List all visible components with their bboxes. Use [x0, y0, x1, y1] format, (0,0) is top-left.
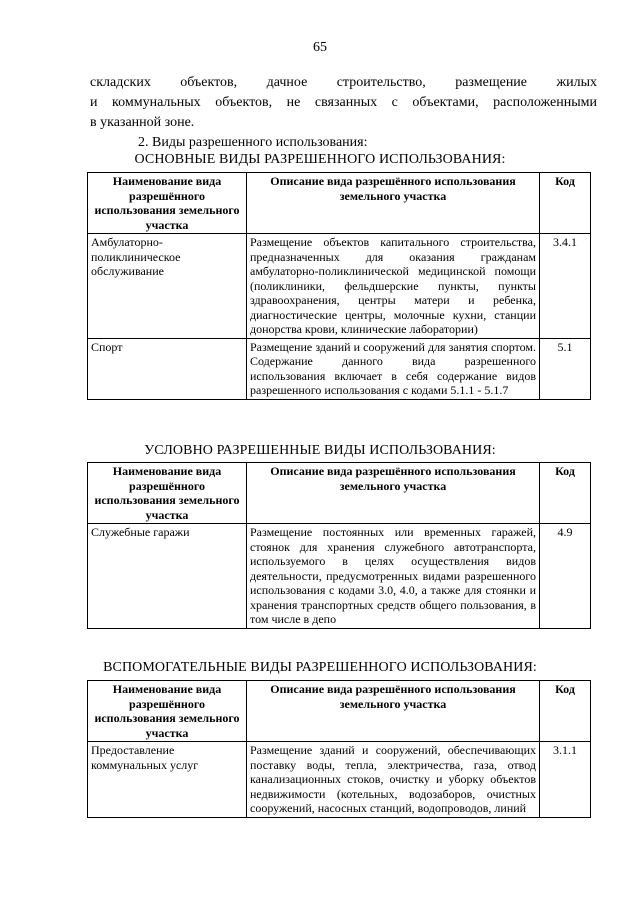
- header-code: Код: [540, 681, 591, 742]
- row-code: 3.1.1: [540, 742, 591, 818]
- header-description: Описание вида разрешённого использования земельного участка: [247, 463, 540, 524]
- header-description: Описание вида разрешённого использования земельного участка: [247, 173, 540, 234]
- row-code: 4.9: [540, 524, 591, 629]
- header-code: Код: [540, 463, 591, 524]
- row-description: Размещение зданий и сооружений для занятия спортом. Содержание данного вида разрешенного использования включает в себя содержание видов разрешенного использования с кодами 5.1.1 - 5.1.7: [247, 338, 540, 399]
- conditional-uses-table: [87, 462, 591, 629]
- table-row: [88, 338, 591, 399]
- row-name: Спорт: [88, 338, 247, 399]
- header-description: Описание вида разрешённого использования земельного участка: [247, 681, 540, 742]
- row-description: Размещение постоянных или временных гаражей, стоянок для хранения служебного автотранспорта, используемого в целях осуществления видов деятельности, предусмотренных видами разрешенного использования с кодами 3.0, 4.0, а также для стоянки и хранения транспортных средств общего пользования, в том числе в депо: [247, 524, 540, 629]
- section-heading-conditional-uses: УСЛОВНО РАЗРЕШЕННЫЕ ВИДЫ ИСПОЛЬЗОВАНИЯ:: [144, 443, 496, 458]
- row-code: 3.4.1: [540, 234, 591, 339]
- row-name: Амбулаторно-поликлиническое обслуживание: [88, 234, 247, 339]
- table-header-row: [88, 173, 591, 234]
- intro-line: в указанной зоне.: [90, 115, 195, 130]
- intro-line: и коммунальных объектов, не связанных с объектами, расположенными: [90, 95, 597, 110]
- table-header-row: [88, 463, 591, 524]
- intro-paragraph: [90, 73, 597, 133]
- intro-line: складских объектов, дачное строительство, размещение жилых: [90, 75, 597, 90]
- row-description: Размещение зданий и сооружений, обеспечивающих поставку воды, тепла, электричества, газа, отвод канализационных стоков, очистку и уборку объектов недвижимости (котельных, водозаборов, очистных сооружений, насосных станций, водопроводов, линий: [247, 742, 540, 818]
- table-row: [88, 234, 591, 339]
- section-heading-main-uses: ОСНОВНЫЕ ВИДЫ РАЗРЕШЕННОГО ИСПОЛЬЗОВАНИЯ:: [134, 152, 506, 167]
- row-name: Служебные гаражи: [88, 524, 247, 629]
- section-heading-auxiliary-uses: ВСПОМОГАТЕЛЬНЫЕ ВИДЫ РАЗРЕШЕННОГО ИСПОЛЬЗОВАНИЯ:: [103, 660, 537, 675]
- table-row: [88, 742, 591, 818]
- header-name: Наименование вида разрешённого использования земельного участка: [88, 463, 247, 524]
- list-item-permitted-uses: 2. Виды разрешенного использования:: [138, 135, 368, 150]
- header-name: Наименование вида разрешённого использования земельного участка: [88, 681, 247, 742]
- row-name: Предоставление коммунальных услуг: [88, 742, 247, 818]
- page-number: 65: [313, 40, 327, 55]
- row-code: 5.1: [540, 338, 591, 399]
- header-name: Наименование вида разрешённого использования земельного участка: [88, 173, 247, 234]
- table-row: [88, 524, 591, 629]
- table-header-row: [88, 681, 591, 742]
- header-code: Код: [540, 173, 591, 234]
- main-uses-table: [87, 172, 591, 400]
- auxiliary-uses-table: [87, 680, 591, 818]
- row-description: Размещение объектов капитального строительства, предназначенных для оказания гражданам амбулаторно-поликлинической медицинской помощи (поликлиники, фельдшерские пункты, пункты здравоохранения, центры матери и ребенка, диагностические центры, молочные кухни, станции донорства крови, клинические лаборатории): [247, 234, 540, 339]
